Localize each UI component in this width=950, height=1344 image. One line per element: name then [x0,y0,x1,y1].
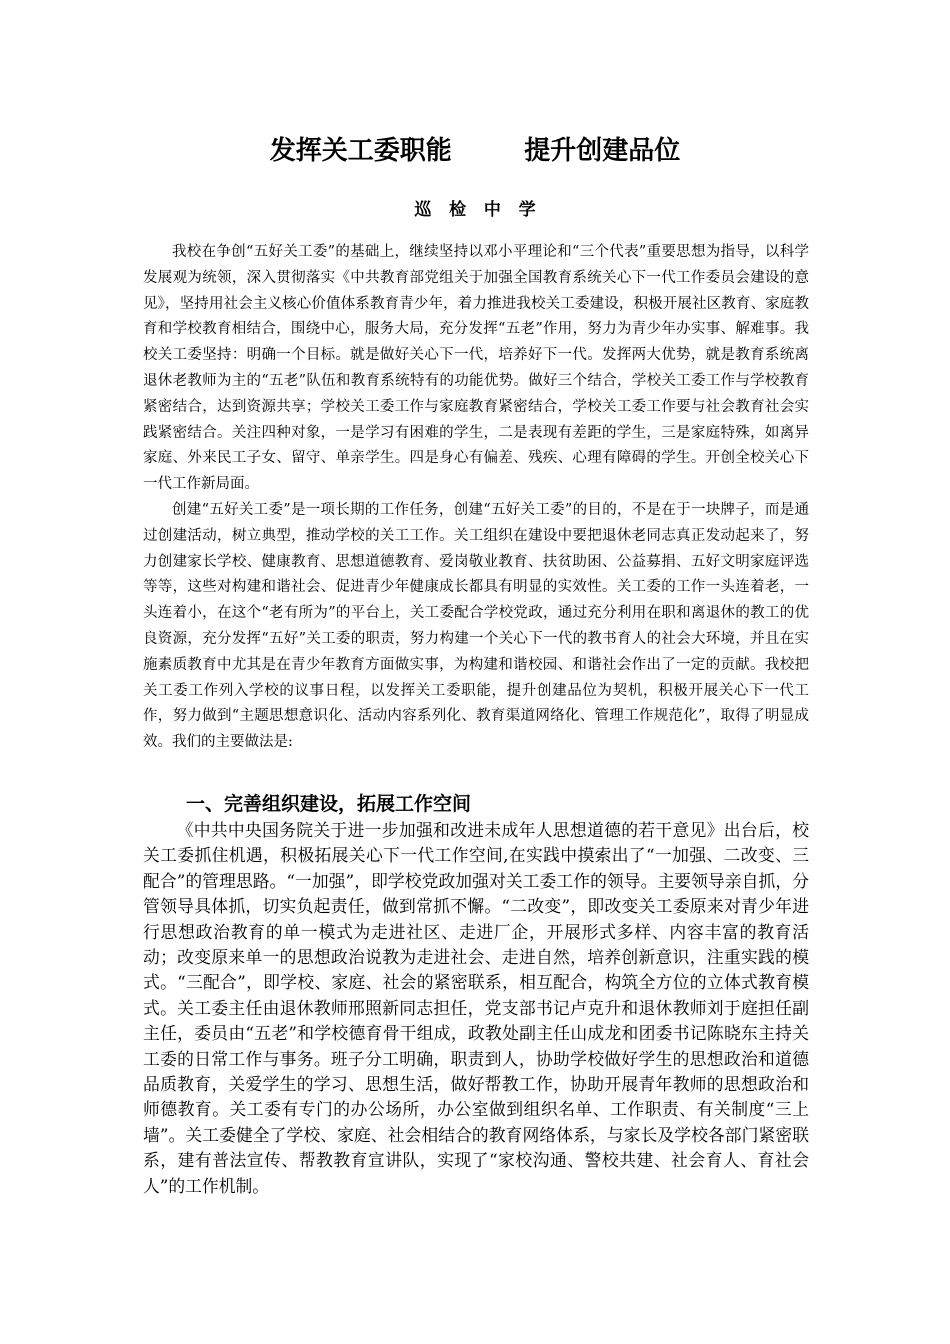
section-1-paragraph: 《中共中央国务院关于进一步加强和改进未成年人思想道德的若干意见》出台后，校关工委抓住机遇，积极拓展关心下一代工作空间,在实践中摸索出了“一加强、二改变、三配合”的管理思路。“一加强”，即学校党政加强对关工委工作的领导。主要领导亲自抓，分管领导具体抓，切实负起责任，做到常抓不懈。“二改变”，即改变关工委原来对青少年进行思想政治教育的单一模式为走进社区、走进厂企，开展形式多样、内容丰富的教育活动；改变原来单一的思想政治说教为走进社会、走进自然，培养创新意识，注重实践的模式。“三配合”，即学校、家庭、社会的紧密联系，相互配合，构筑全方位的立体式教育模式。关工委主任由退休教师邢照新同志担任，党支部书记卢克升和退休教师刘于庭担任副主任，委员由“五老”和学校德育骨干组成，政教处副主任山成龙和团委书记陈晓东主持关工委的日常工作与事务。班子分工明确，职责到人，协助学校做好学生的思想政治和道德品质教育，关爱学生的学习、思想生活，做好帮教工作，协助开展青年教师的思想政治和师德教育。关工委有专门的办公场所，办公室做到组织名单、工作职责、有关制度“三上墙”。关工委健全了学校、家庭、社会相结合的教育网络体系，与家长及学校各部门紧密联系，建有普法宣传、帮教教育宣讲队，实现了“家校沟通、警校共建、社会育人、育社会人”的工作机制。 [143,820,809,1196]
intro-paragraph-1: 我校在争创“五好关工委”的基础上，继续坚持以邓小平理论和“三个代表”重要思想为指导，以科学发展观为统领，深入贯彻落实《中共教育部党组关于加强全国教育系统关心下一代工作委员会建设的意见》，坚持用社会主义核心价值体系教育青少年，着力推进我校关工委建设，积极开展社区教育、家庭教育和学校教育相结合，围绕中心，服务大局，充分发挥“五老”作用，努力为青少年办实事、解难事。我校关工委坚持：明确一个目标。就是做好关心下一代，培养好下一代。发挥两大优势，就是教育系统离退休老教师为主的“五老”队伍和教育系统特有的功能优势。做好三个结合，学校关工委工作与学校教育紧密结合，达到资源共享；学校关工委工作与家庭教育紧密结合，学校关工委工作要与社会教育社会实践紧密结合。关注四种对象，一是学习有困难的学生，二是表现有差距的学生，三是家庭特殊，如离异家庭、外来民工子女、留守、单亲学生。四是身心有偏差、残疾、心理有障碍的学生。开创全校关心下一代工作新局面。 [143,244,809,493]
intro-paragraph-2: 创建“五好关工委”是一项长期的工作任务，创建“五好关工委”的目的，不是在于一块牌子，而是通过创建活动，树立典型，推动学校的关工工作。关工组织在建设中要把退休老同志真正发动起来了，努力创建家长学校、健康教育、思想道德教育、爱岗敬业教育、扶贫助困、公益募捐、五好文明家庭评选等等，这些对构建和谐社会、促进青少年健康成长都具有明显的实效性。关工委的工作一头连着老，一头连着小，在这个“老有所为”的平台上，关工委配合学校党政，通过充分利用在职和离退休的教工的优良资源，充分发挥“五好”关工委的职责，努力构建一个关心下一代的教书育人的社会大环境，并且在实施素质教育中尤其是在青少年教育方面做实事，为构建和谐校园、和谐社会作出了一定的贡献。我校把关工委工作列入学校的议事日程，以发挥关工委职能，提升创建品位为契机，积极开展关心下一代工作，努力做到“主题思想意识化、活动内容系列化、教育渠道网络化、管理工作规范化”，取得了明显成效。我们的主要做法是: [143,501,809,751]
intro-section [143,240,809,756]
document-author: 巡 检 中 学 [414,200,536,220]
section-1-body [143,818,809,1199]
section-1-heading: 一、完善组织建设，拓展工作空间 [186,793,472,815]
document-title: 发挥关工委职能 提升创建品位 [269,136,681,166]
